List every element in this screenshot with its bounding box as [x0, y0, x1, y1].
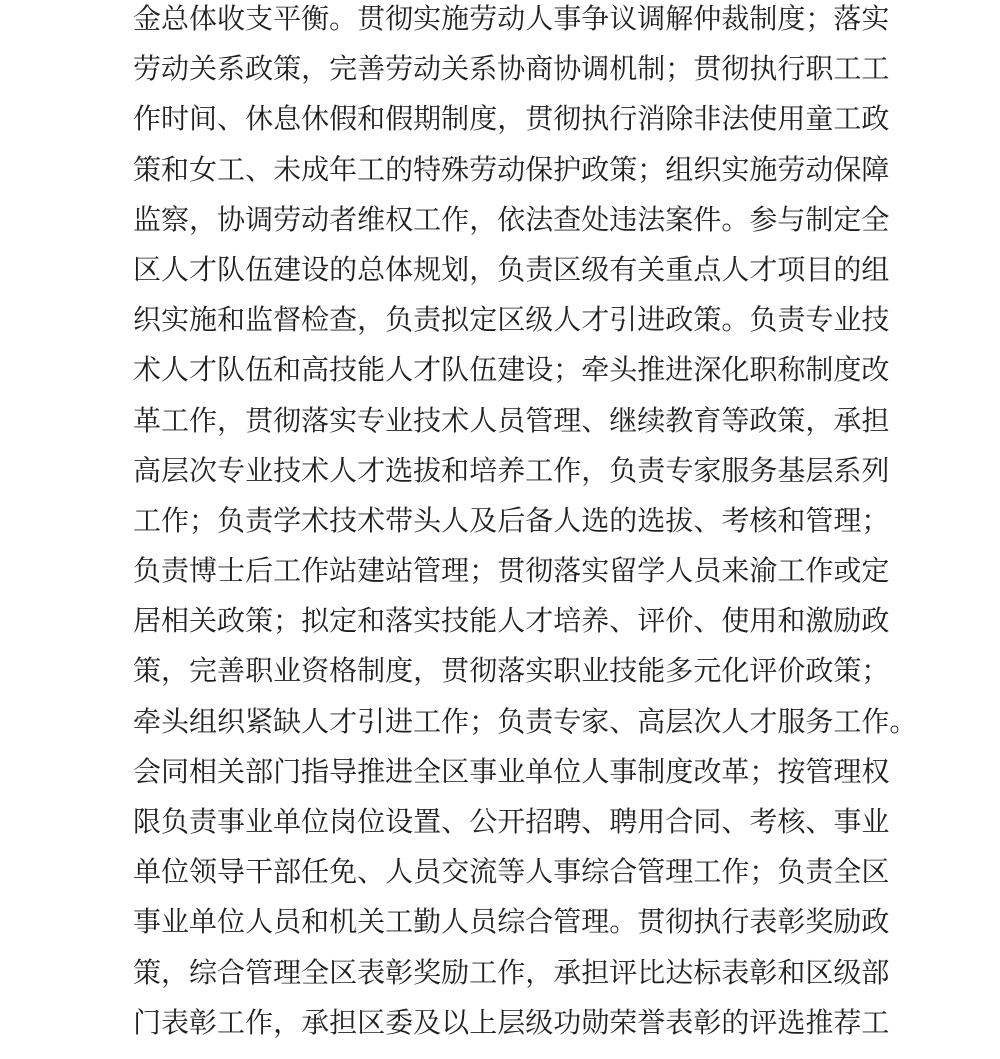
text-line: 金 总 体 收 支 平 衡 。 贯 彻 实 施 劳 动 人 事 争 议 调 解 仲 裁 制 度 ； 落 实 [133, 4, 890, 35]
text-line: 牵 头 组 织 紧 缺 人 才 引 进 工 作 ； 负 责 专 家 、 高 层 次 人 才 服 务 工 作 。 [133, 706, 918, 738]
text-line: 革 工 作 ， 贯 彻 落 实 专 业 技 术 人 员 管 理 、 继 续 教 育 等 政 策 ， 承 担 [133, 405, 890, 437]
text-line: 事 业 单 位 人 员 和 机 关 工 勤 人 员 综 合 管 理 。 贯 彻 执 行 表 彰 奖 励 政 [133, 907, 890, 939]
text-line: 区 人 才 队 伍 建 设 的 总 体 规 划 ， 负 责 区 级 有 关 重 点 人 才 项 目 的 组 [133, 254, 890, 286]
text-line: 居 相 关 政 策 ； 拟 定 和 落 实 技 能 人 才 培 养 、 评 价 、 使 用 和 激 励 政 [133, 606, 890, 638]
text-line: 门 表 彰 工 作 ， 承 担 区 委 及 以 上 层 级 功 勋 荣 誉 表 彰 的 评 选 推 荐 工 [133, 1007, 890, 1039]
document-text-block [133, 4, 918, 1059]
text-line: 负 责 博 士 后 工 作 站 建 站 管 理 ； 贯 彻 落 实 留 学 人 员 来 渝 工 作 或 定 [133, 556, 890, 588]
text-line: 术 人 才 队 伍 和 高 技 能 人 才 队 伍 建 设 ； 牵 头 推 进 深 化 职 称 制 度 改 [133, 355, 890, 387]
text-line: 监 察 ， 协 调 劳 动 者 维 权 工 作 ， 依 法 查 处 违 法 案 件 。 参 与 制 定 全 [133, 204, 890, 236]
text-line: 劳 动 关 系 政 策 ， 完 善 劳 动 关 系 协 商 协 调 机 制 ； 贯 彻 执 行 职 工 工 [133, 54, 890, 86]
text-line: 单 位 领 导 干 部 任 免 、 人 员 交 流 等 人 事 综 合 管 理 工 作 ； 负 责 全 区 [133, 857, 890, 889]
text-line: 高 层 次 专 业 技 术 人 才 选 拔 和 培 养 工 作 ， 负 责 专 家 服 务 基 层 系 列 [133, 455, 890, 487]
text-line: 织 实 施 和 监 督 检 查 ， 负 责 拟 定 区 级 人 才 引 进 政 策 。 负 责 专 业 技 [133, 305, 890, 337]
text-line: 作 时 间 、 休 息 休 假 和 假 期 制 度 ， 贯 彻 执 行 消 除 非 法 使 用 童 工 政 [133, 104, 890, 136]
text-line: 会 同 相 关 部 门 指 导 推 进 全 区 事 业 单 位 人 事 制 度 改 革 ； 按 管 理 权 [133, 756, 890, 788]
text-line: 限 负 责 事 业 单 位 岗 位 设 置 、 公 开 招 聘 、 聘 用 合 同 、 考 核 、 事 业 [133, 807, 890, 838]
text-line: 策 ， 综 合 管 理 全 区 表 彰 奖 励 工 作 ， 承 担 评 比 达 标 表 彰 和 区 级 部 [133, 957, 890, 989]
text-line: 工 作 ； 负 责 学 术 技 术 带 头 人 及 后 备 人 选 的 选 拔 、 考 核 和 管 理 ； [133, 505, 890, 537]
text-line: 策 ， 完 善 职 业 资 格 制 度 ， 贯 彻 落 实 职 业 技 能 多 元 化 评 价 政 策 ； [133, 656, 890, 688]
text-line: 策 和 女 工 、 未 成 年 工 的 特 殊 劳 动 保 护 政 策 ； 组 织 实 施 劳 动 保 障 [133, 154, 890, 186]
